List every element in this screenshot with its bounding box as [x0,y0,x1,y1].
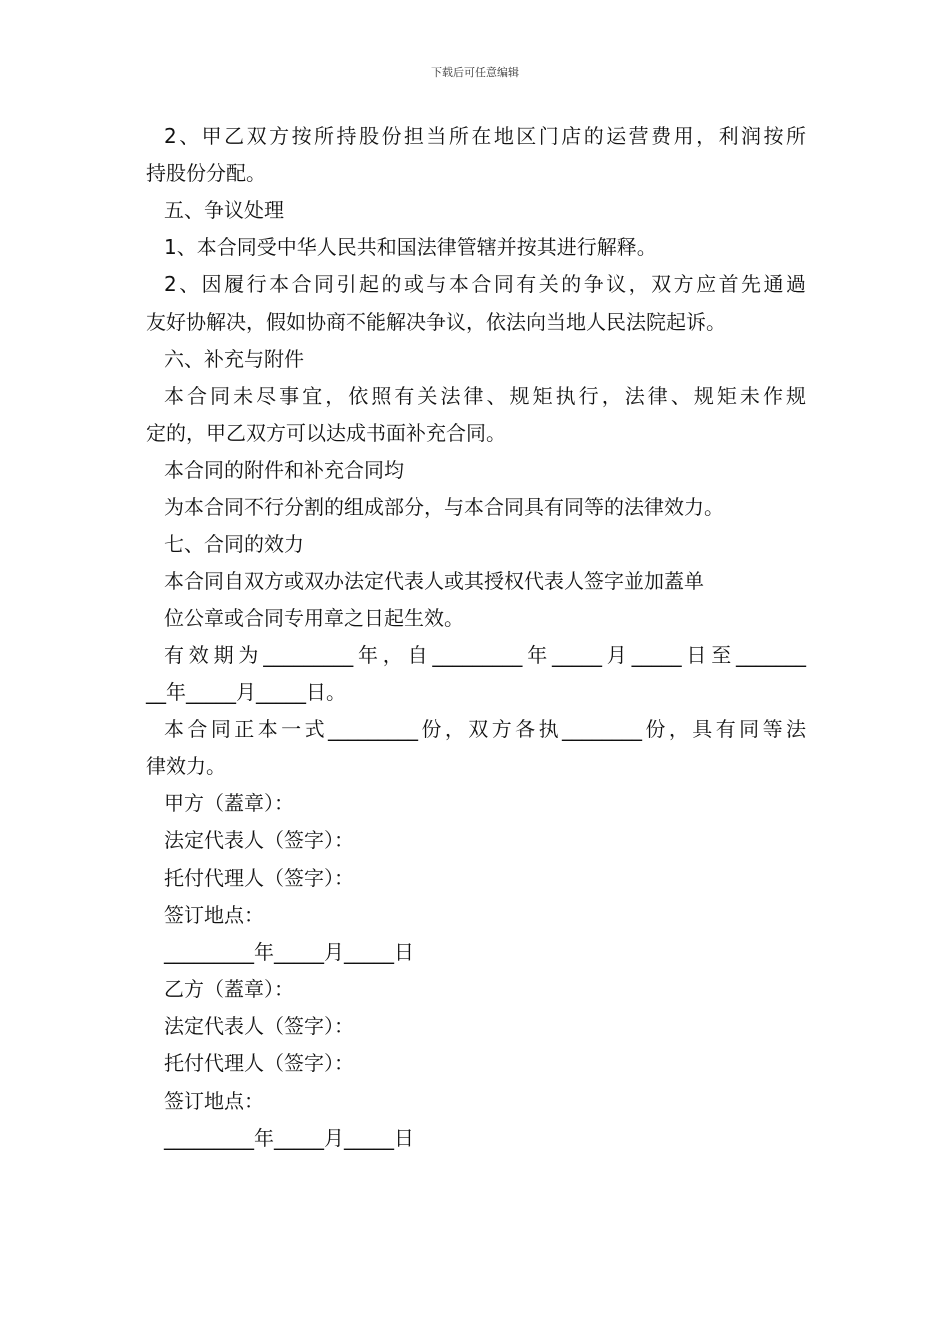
party-b-agent: 托付代理人（签字）： [164,1051,354,1075]
validity-period-line: __年_____月_____日。 [146,680,346,704]
section-heading: 六、补充与附件 [164,347,304,371]
clause-line: 为本合同不行分割的组成部分，与本合同具有同等的法律效力。 [164,495,724,519]
section-heading: 七、合同的效力 [164,532,304,556]
section-heading: 五、争议处理 [164,198,284,222]
party-b-signing-place: 签订地点： [164,1089,264,1113]
party-a-signing-place: 签订地点： [164,903,264,927]
clause-line: 位公章或合同专用章之日起生效。 [164,606,464,630]
party-a-agent: 托付代理人（签字）： [164,866,354,890]
clause-line: 持股份分配。 [146,161,266,185]
clause-line: 本合同自双方或双办法定代表人或其授权代表人签字並加蓋单 [164,569,704,593]
party-a-date: _________年_____月_____日 [164,940,414,964]
party-b-date: _________年_____月_____日 [164,1126,414,1150]
party-a-legal-rep: 法定代表人（签字）： [164,828,354,852]
copies-line: 律效力。 [146,754,226,778]
party-a-seal: 甲方（蓋章）： [164,791,294,815]
clause-line: 定的，甲乙双方可以达成书面补充合同。 [146,421,506,445]
clause-line: 2、甲乙双方按所持股份担当所在地区门店的运营费用，利润按所 [164,124,806,148]
party-b-seal: 乙方（蓋章）： [164,977,294,1001]
clause-line: 2、因履行本合同引起的或与本合同有关的争议，双方应首先通過 [164,272,806,296]
page-header: 下载后可任意编辑 [431,66,519,79]
validity-period-line: 有效期为_________年，自_________年_____月_____日至_______ [164,643,806,667]
copies-line: 本合同正本一式_________份，双方各执________份，具有同等法 [164,717,806,741]
clause-line: 本合同未尽事宜，依照有关法律、规矩执行，法律、规矩未作规 [164,384,806,408]
clause-line: 友好协解决，假如协商不能解决争议，依法向当地人民法院起诉。 [146,310,726,334]
clause-line: 1、本合同受中华人民共和国法律管辖并按其进行解释。 [164,235,657,259]
clause-line: 本合同的附件和补充合同均 [164,458,404,482]
party-b-legal-rep: 法定代表人（签字）： [164,1014,354,1038]
